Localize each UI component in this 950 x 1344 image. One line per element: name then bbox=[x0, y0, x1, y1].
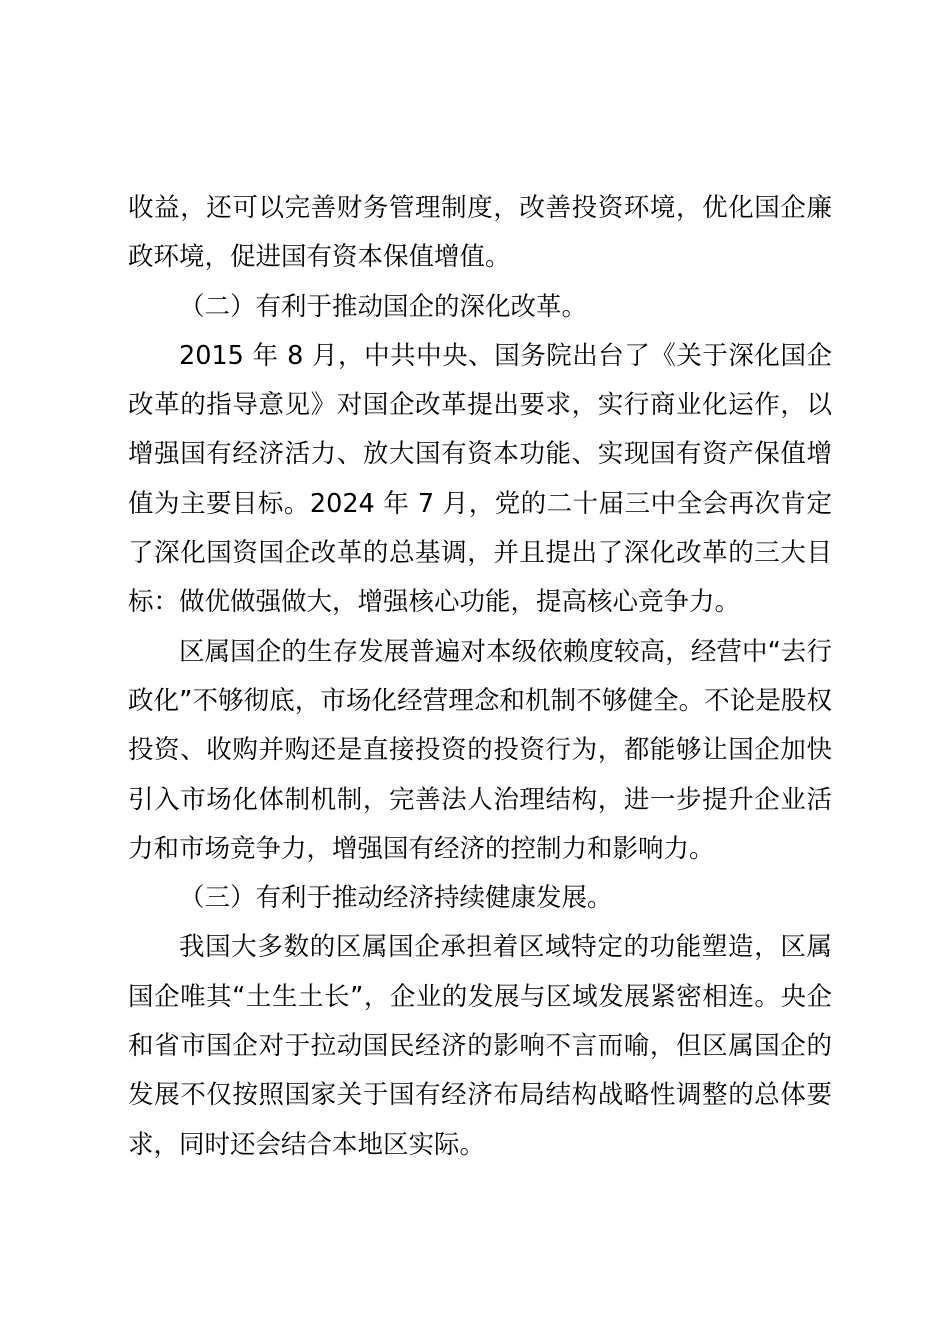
paragraph-3: 2015 年 8 月，中共中央、国务院出台了《关于深化国企改革的指导意见》对国企改革提出要求，实行商业化运作，以增强国有经济活力、放大国有资本功能、实现国有资产保值增值为主要目标。2024 年 7 月，党的二十届三中全会再次肯定了深化国资国企改革的总基调，并且提出了深化改革的三大目标：做优做强做大，增强核心功能，提高核心竞争力。 bbox=[128, 340, 832, 618]
paragraph-1: 收益，还可以完善财务管理制度，改善投资环境，优化国企廉政环境，促进国有资本保值增值。 bbox=[128, 193, 832, 273]
section-heading-3: （三）有利于推动经济持续健康发展。 bbox=[179, 883, 613, 914]
paragraph-6: 我国大多数的区属国企承担着区域特定的功能塑造，区属国企唯其“土生土长”，企业的发展与区域发展紧密相连。央企和省市国企对于拉动国民经济的影响不言而喻，但区属国企的发展不仅按照国家关于国有经济布局结构战略性调整的总体要求，同时还会结合本地区实际。 bbox=[128, 932, 832, 1160]
document-body bbox=[128, 184, 832, 1170]
paragraph-4: 区属国企的生存发展普遍对本级依赖度较高，经营中“去行政化”不够彻底，市场化经营理念和机制不够健全。不论是股权投资、收购并购还是直接投资的投资行为，都能够让国企加快引入市场化体制机制，完善法人治理结构，进一步提升企业活力和市场竞争力，增强国有经济的控制力和影响力。 bbox=[128, 636, 832, 864]
section-heading-2: （二）有利于推动国企的深化改革。 bbox=[179, 291, 588, 322]
